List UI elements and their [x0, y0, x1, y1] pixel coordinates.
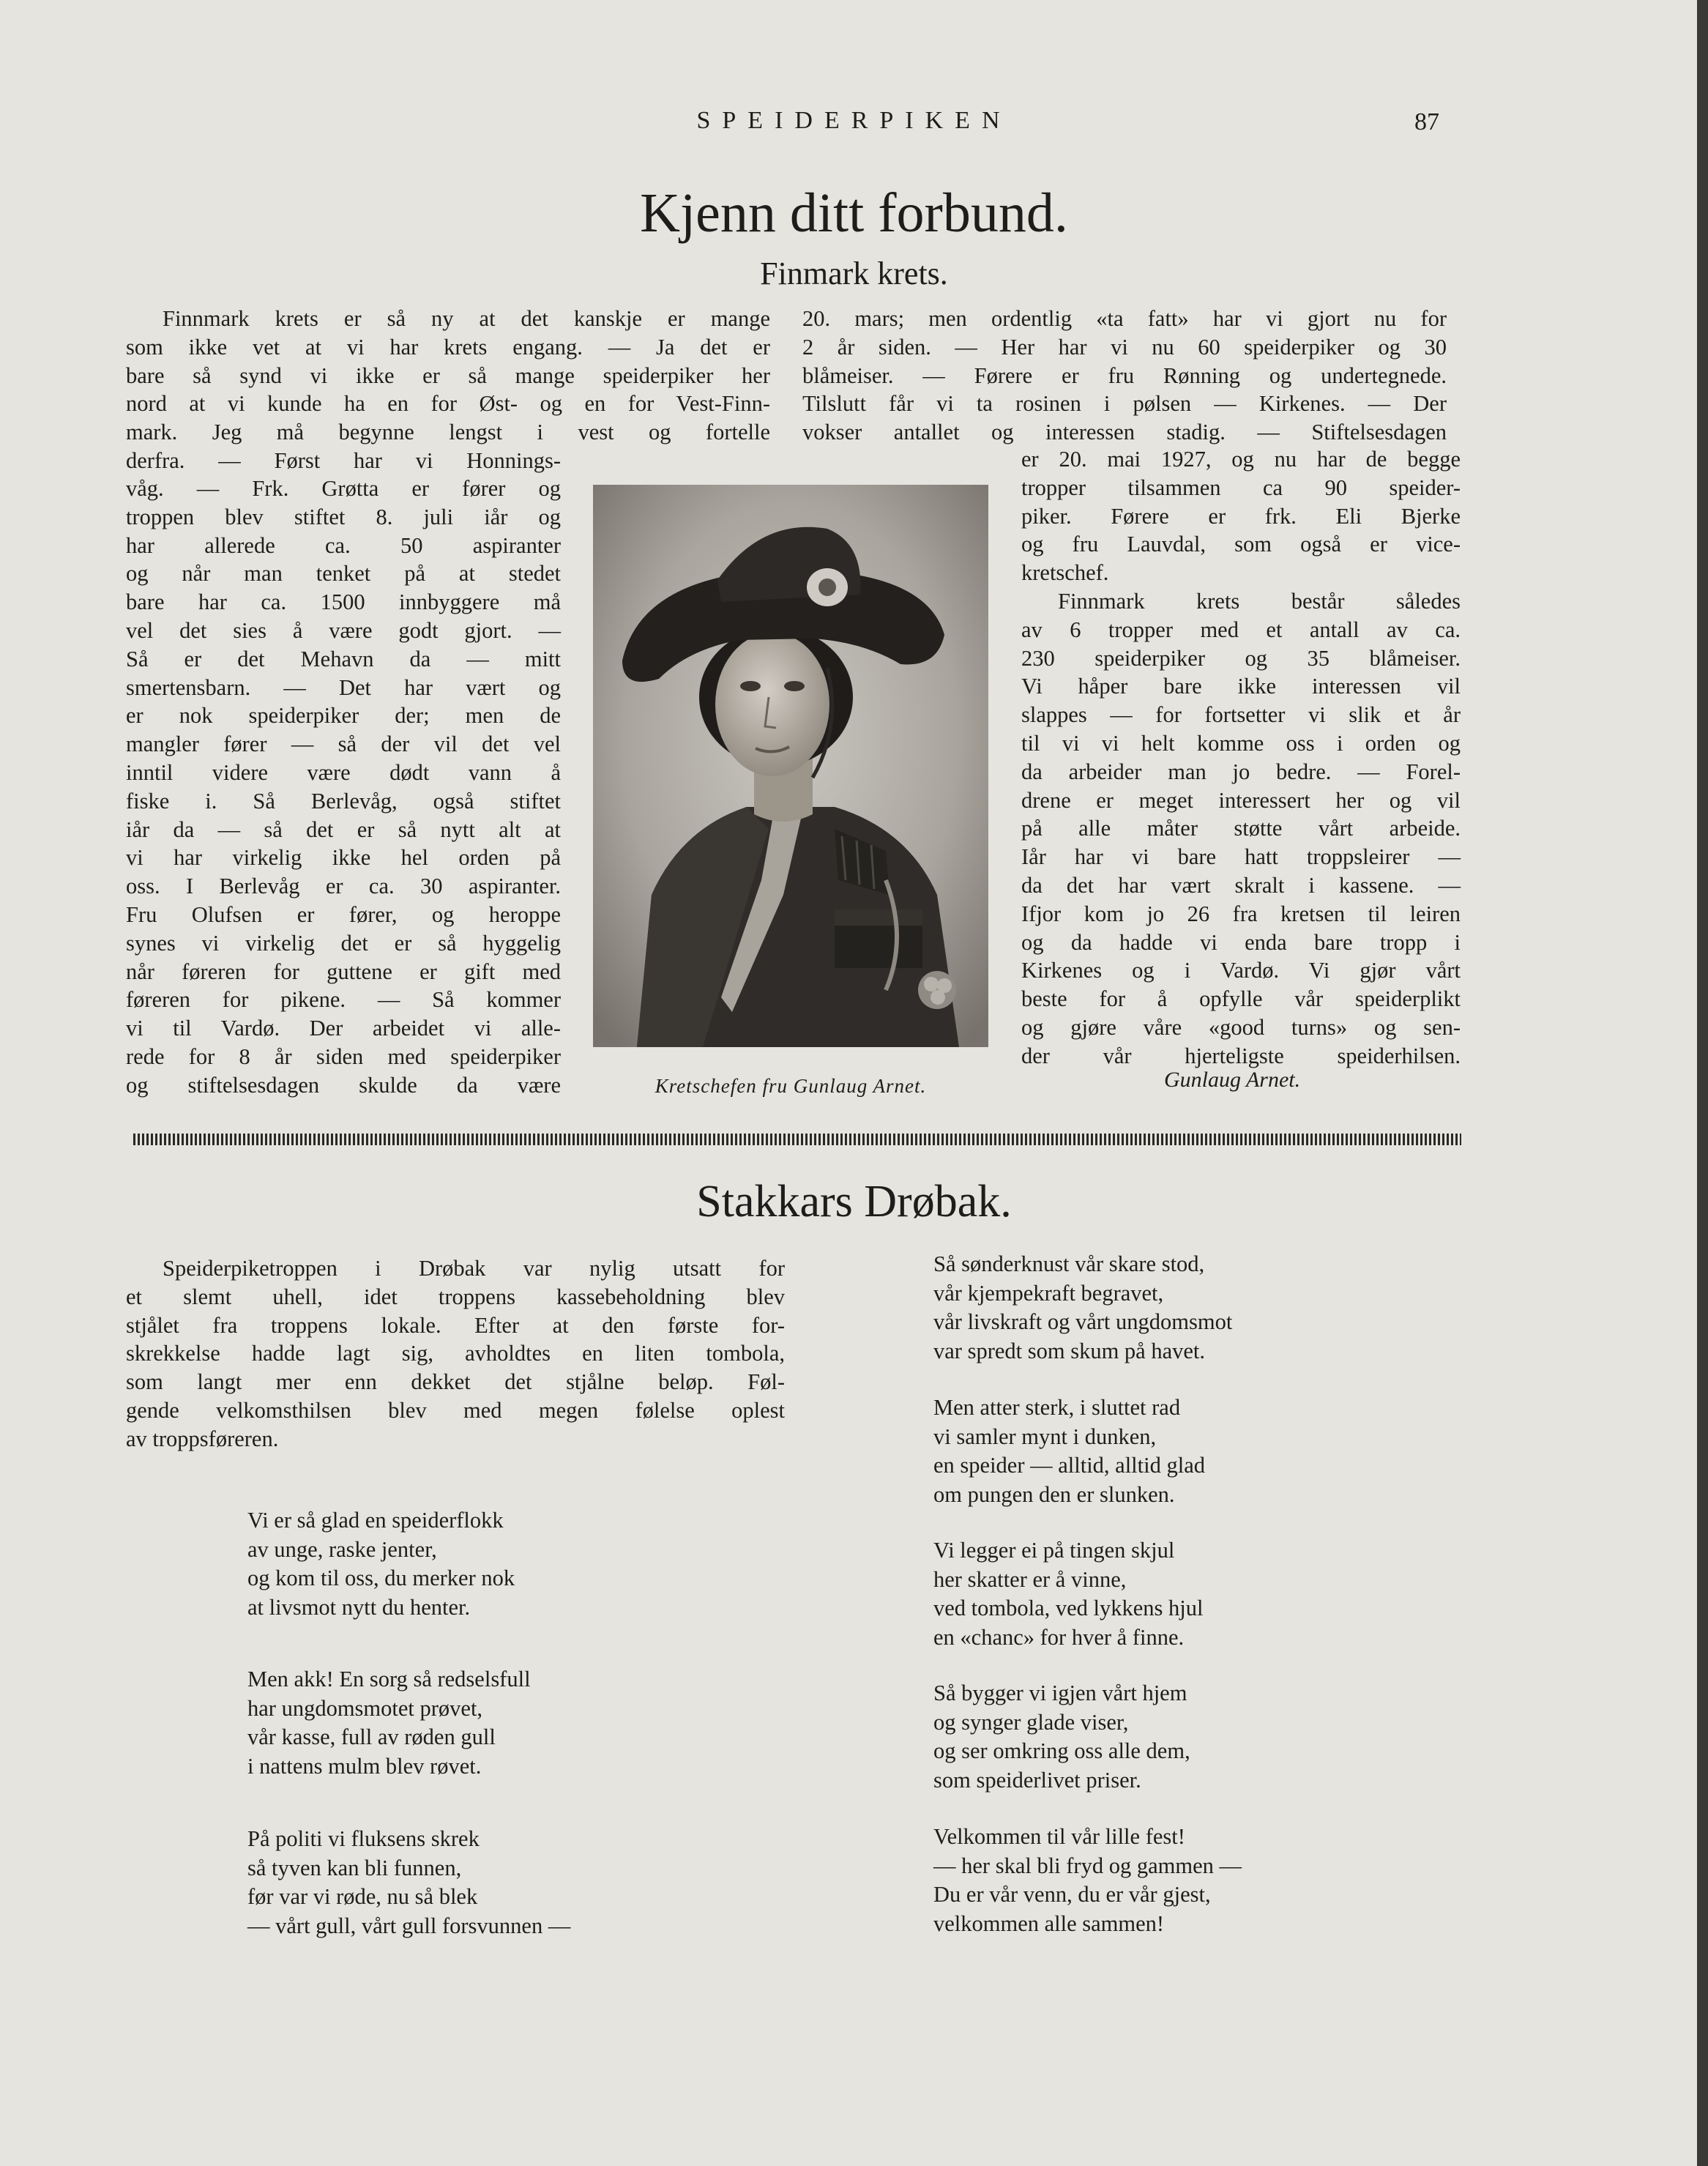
poem-line: i nattens mulm blev røvet. [247, 1753, 482, 1779]
poem-stanza [247, 1665, 531, 1781]
poem-line: Men atter sterk, i sluttet rad [933, 1395, 1181, 1420]
poem-stanza [933, 1393, 1205, 1509]
article2-intro [126, 1254, 785, 1454]
text-line: Finnmark krets består således [1058, 588, 1461, 614]
poem-line: og synger glade viser, [933, 1709, 1129, 1735]
text-line: fiske i. Så Berlevåg, også stiftet [126, 788, 561, 814]
poem-stanza [933, 1679, 1190, 1795]
text-line: 2 år siden. — Her har vi nu 60 speiderpiker og 30 [802, 334, 1447, 360]
poem-line: at livsmot nytt du henter. [247, 1594, 471, 1620]
poem-line: og kom til oss, du merker nok [247, 1566, 515, 1590]
text-line: drene er meget interessert her og vil [1021, 787, 1461, 813]
text-line: beste for å opfylle vår speiderplikt [1021, 986, 1461, 1012]
text-line: har allerede ca. 50 aspiranter [126, 532, 561, 558]
text-line: på alle måter støtte vårt arbeide. [1021, 816, 1461, 841]
poem-line: ved tombola, ved lykkens hjul [933, 1596, 1204, 1620]
poem-line: så tyven kan bli funnen, [247, 1855, 462, 1880]
article1-col2-narrow [1021, 445, 1461, 1071]
text-line: troppen blev stiftet 8. juli iår og [126, 504, 561, 529]
text-line: av troppsføreren. [126, 1426, 279, 1451]
text-line: skrekkelse hadde lagt sig, avholdtes en liten tombola, [126, 1341, 785, 1366]
text-line: mangler fører — så der vil det vel [126, 732, 561, 757]
portrait-photo [593, 485, 988, 1047]
poem-line: — her skal bli fryd og gammen — [933, 1853, 1242, 1878]
poem-line: en «chanc» for hver å finne. [933, 1624, 1185, 1650]
text-line: vel det sies å være godt gjort. — [126, 617, 561, 643]
poem-line: som speiderlivet priser. [933, 1767, 1141, 1793]
poem-stanza [933, 1250, 1232, 1366]
text-line: bare har ca. 1500 innbyggere må [126, 589, 561, 615]
poem-line: Du er vår venn, du er vår gjest, [933, 1882, 1211, 1907]
poem-stanza [247, 1825, 570, 1940]
text-line: Tilslutt får vi ta rosinen i pølsen — Kirkenes. — Der [802, 391, 1447, 417]
poem-line: På politi vi fluksens skrek [247, 1826, 480, 1851]
text-line: 20. mars; men ordentlig «ta fatt» har vi gjort nu for [802, 306, 1447, 331]
text-line: oss. I Berlevåg er ca. 30 aspiranter. [126, 874, 561, 899]
text-line: mark. Jeg må begynne lengst i vest og fortelle [126, 420, 770, 445]
text-line: der vår hjerteligste speiderhilsen. [1021, 1043, 1461, 1068]
text-line: Kirkenes og i Vardø. Vi gjør vårt [1021, 958, 1461, 983]
article1-col1-top [126, 305, 770, 475]
text-line: Så er det Mehavn da — mitt [126, 646, 561, 671]
text-line: som langt mer enn dekket det stjålne beløp. Føl- [126, 1369, 785, 1395]
poem-line: — vårt gull, vårt gull forsvunnen — [247, 1913, 571, 1938]
text-line: tropper tilsammen ca 90 speider- [1021, 474, 1461, 500]
text-line: Iår har vi bare hatt troppsleirer — [1021, 844, 1461, 870]
text-line: Speiderpiketroppen i Drøbak var nylig utsatt for [163, 1256, 785, 1281]
text-line: kretschef. [1021, 560, 1109, 586]
poem-line: en speider — alltid, alltid glad [933, 1453, 1205, 1478]
text-line: bare så synd vi ikke er så mange speiderpiker her [126, 362, 770, 388]
text-line: da arbeider man jo bedre. — Forel- [1021, 759, 1461, 784]
poem-line: Vi er så glad en speiderflokk [247, 1508, 504, 1533]
text-line: stjålet fra troppens lokale. Efter at den første for- [126, 1312, 785, 1338]
text-line: når føreren for guttene er gift med [126, 959, 561, 984]
photo-caption: Kretschefen fru Gunlaug Arnet. [655, 1075, 927, 1097]
running-head: SPEIDERPIKEN [696, 107, 1012, 134]
text-line: vi til Vardø. Der arbeidet vi alle- [126, 1016, 561, 1041]
poem-line: Men akk! En sorg så redselsfull [247, 1667, 531, 1692]
text-line: inntil videre være dødt vann å [126, 759, 561, 785]
text-line: synes vi virkelig det er så hyggelig [126, 930, 561, 956]
text-line: føreren for pikene. — Så kommer [126, 987, 561, 1013]
text-line: Fru Olufsen er fører, og heroppe [126, 901, 561, 927]
poem-stanza [933, 1536, 1204, 1652]
text-line: et slemt uhell, idet troppens kassebeholdning blev [126, 1284, 785, 1309]
article-subtitle: Finmark krets. [760, 256, 948, 291]
poem-line: var spredt som skum på havet. [933, 1338, 1206, 1363]
poem-line: Vi legger ei på tingen skjul [933, 1538, 1175, 1563]
text-line: Finnmark krets er så ny at det kanskje er mange [163, 306, 770, 331]
section-divider [133, 1134, 1461, 1145]
article2-title: Stakkars Drøbak. [696, 1177, 1012, 1227]
text-line: derfra. — Først har vi Honnings- [126, 447, 561, 473]
text-line: rede for 8 år siden med speiderpiker [126, 1043, 561, 1069]
text-line: til vi vi helt komme oss i orden og [1021, 730, 1461, 756]
text-line: vokser antallet og interessen stadig. — Stiftelsesdagen [802, 420, 1447, 445]
text-line: og stiftelsesdagen skulde da være [126, 1072, 561, 1098]
poem-line: om pungen den er slunken. [933, 1481, 1175, 1507]
text-line: smertensbarn. — Det har vært og [126, 674, 561, 700]
poem-stanza [933, 1823, 1242, 1938]
text-line: er nok speiderpiker der; men de [126, 703, 561, 729]
text-line: gende velkomsthilsen blev med megen følelse oplest [126, 1397, 785, 1423]
portrait-illustration [593, 485, 988, 1047]
text-line: og når man tenket på at stedet [126, 561, 561, 587]
article1-col1-narrow [126, 474, 561, 1100]
poem-stanza [247, 1506, 515, 1622]
text-line: er 20. mai 1927, og nu har de begge [1021, 447, 1461, 472]
text-line: vi har virkelig ikke hel orden på [126, 845, 561, 871]
text-line: slappes — for fortsetter vi slik et år [1021, 702, 1461, 728]
article1-col2-top [802, 305, 1447, 447]
poem-line: Velkommen til vår lille fest! [933, 1824, 1185, 1849]
poem-line: vi samler mynt i dunken, [933, 1423, 1157, 1449]
article-title: Kjenn ditt forbund. [640, 182, 1068, 244]
text-line: Vi håper bare ikke interessen vil [1021, 674, 1461, 699]
text-line: iår da — så det er så nytt alt at [126, 816, 561, 842]
poem-line: velkommen alle sammen! [933, 1910, 1165, 1936]
text-line: og da hadde vi enda bare tropp i [1021, 929, 1461, 955]
poem-line: vår kjempekraft begravet, [933, 1280, 1164, 1306]
page-number: 87 [1414, 108, 1439, 135]
poem-line: Så bygger vi igjen vårt hjem [933, 1681, 1187, 1705]
poem-line: har ungdomsmotet prøvet, [247, 1695, 483, 1721]
text-line: piker. Førere er frk. Eli Bjerke [1021, 503, 1461, 529]
poem-line: her skatter er å vinne, [933, 1566, 1127, 1592]
poem-line: før var vi røde, nu så blek [247, 1884, 478, 1909]
poem-line: Så sønderknust vår skare stod, [933, 1251, 1205, 1276]
text-line: våg. — Frk. Grøtta er fører og [126, 476, 561, 501]
poem-line: vår livskraft og vårt ungdomsmot [933, 1309, 1233, 1334]
text-line: av 6 tropper med et antall av ca. [1021, 617, 1461, 642]
author-signature: Gunlaug Arnet. [1164, 1068, 1301, 1092]
text-line: Ifjor kom jo 26 fra kretsen til leiren [1021, 901, 1461, 926]
text-line: nord at vi kunde ha en for Øst- og en for Vest-Finn- [126, 391, 770, 417]
text-line: og gjøre våre «good turns» og sen- [1021, 1014, 1461, 1040]
poem-line: vår kasse, full av røden gull [247, 1724, 496, 1749]
poem-line: og ser omkring oss alle dem, [933, 1738, 1190, 1763]
text-line: og fru Lauvdal, som også er vice- [1021, 532, 1461, 557]
text-line: blåmeiser. — Førere er fru Rønning og undertegnede. [802, 362, 1447, 388]
poem-line: av unge, raske jenter, [247, 1536, 437, 1562]
text-line: 230 speiderpiker og 35 blåmeiser. [1021, 645, 1461, 671]
text-line: da det har vært skralt i kassene. — [1021, 872, 1461, 898]
text-line: som ikke vet at vi har krets engang. — Ja det er [126, 334, 770, 360]
